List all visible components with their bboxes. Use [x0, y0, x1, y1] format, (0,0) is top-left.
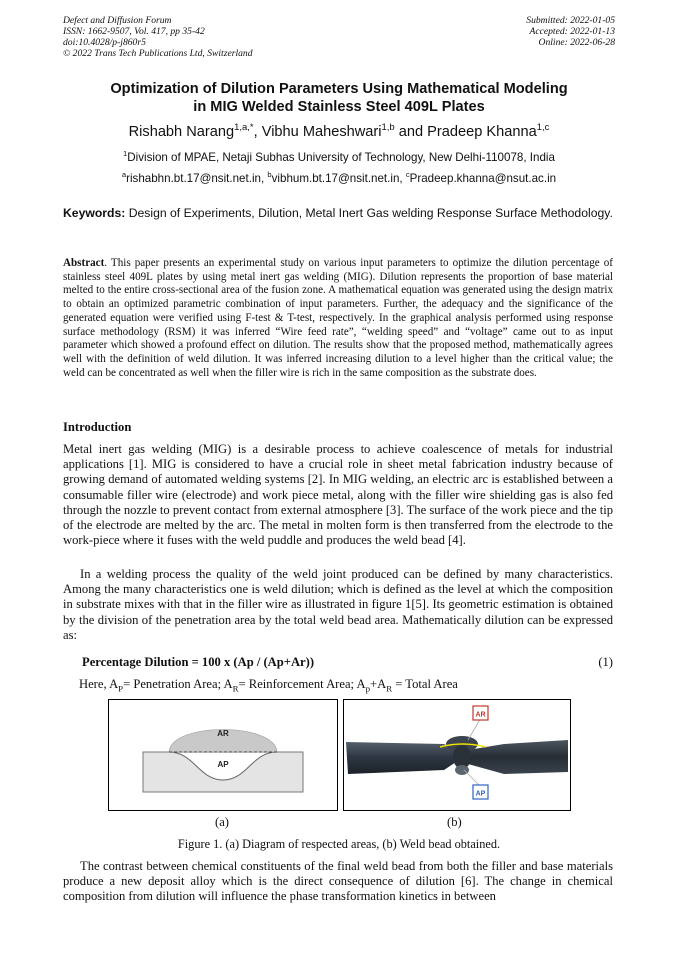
dates-header [526, 15, 615, 48]
paragraph-dilution-chemistry: The contrast between chemical constituents of the final weld bead from both the filler and base materials produce a new deposit alloy which is the direct consequence of dilution [6]. The change in chemical composition from dilution will influence the phase transformation kinetics in between [63, 859, 613, 904]
journal-doi: doi:10.4028/p-j860r5 [63, 37, 146, 48]
legend-subscript: R [232, 683, 239, 694]
email-link[interactable]: Pradeep.khanna@nsut.ac.in [409, 172, 557, 185]
label-penetration: AP [217, 760, 229, 769]
author-name: Pradeep Khanna [427, 124, 537, 140]
weld-root [455, 765, 469, 775]
journal-header [63, 15, 253, 59]
author-marker: 1,c [536, 122, 550, 134]
affiliation [0, 151, 678, 164]
legend-subscript: P [118, 683, 124, 694]
author-name: Rishabh Narang [128, 124, 235, 140]
legend-text: = Reinforcement Area; A [238, 677, 366, 691]
weld-bead-photo-svg [344, 700, 570, 810]
dilution-diagram-svg [109, 700, 337, 810]
abstract-label: Abstract [63, 257, 105, 269]
legend-text: +A [370, 677, 387, 691]
title-line-1: Optimization of Dilution Parameters Using Mathematical Modeling [110, 81, 568, 97]
legend-subscript: p [365, 683, 371, 694]
affiliation-text: Division of MPAE, Netaji Subhas University of Technology, New Delhi-110078, India [127, 151, 555, 164]
author-marker: 1,b [381, 122, 395, 134]
area-legend [79, 677, 458, 692]
right-plate [468, 740, 568, 774]
paper-title [0, 80, 678, 116]
journal-issn: ISSN: 1662-9507, Vol. 417, pp 35-42 [63, 26, 205, 37]
pointer-line [464, 770, 480, 786]
journal-copyright: © 2022 Trans Tech Publications Ltd, Switzerland [63, 48, 253, 59]
online-date: Online: 2022-06-28 [538, 37, 615, 48]
legend-text: = Penetration Area; A [123, 677, 233, 691]
submitted-date: Submitted: 2022-01-05 [526, 15, 615, 26]
author-name: Vibhu Maheshwari [261, 124, 382, 140]
email-marker: b [267, 170, 272, 180]
email-marker: a [121, 170, 127, 180]
equation-number: (1) [598, 655, 613, 669]
legend-subscript: R [386, 683, 393, 694]
intro-paragraph-2: In a welding process the quality of the weld joint produced can be defined by many characteristics. Among the many characteristics one is weld dilution; which is defined as the level at which the composition in substrate mixes with that in the filler wire as illustrated in figure 1[5]. Its geometric estimation is obtained by the division of the penetration area by the total weld bead area. Mathematically dilution can be expressed as: [63, 567, 613, 642]
legend-text: Here, A [79, 677, 119, 691]
email-link[interactable]: rishabhn.bt.17@nsit.net.in, [126, 172, 268, 185]
email-link[interactable]: vibhum.bt.17@nsit.net.in, [271, 172, 406, 185]
subfigure-label-a: (a) [215, 815, 229, 829]
figure-1a-diagram [108, 699, 338, 811]
keywords [63, 206, 613, 222]
figure-1b-photo [343, 699, 571, 811]
author-emails [0, 172, 678, 185]
badge-reinforcement-text: AR [475, 711, 486, 719]
intro-paragraph-1: Metal inert gas welding (MIG) is a desirable process to achieve coalescence of metals for industrial applications [1]. MIG is considered to have a crucial role in sheet metal fabrication industry because of growing demand of automated welding systems [2]. In MIG welding, an electric arc is established between a consumable filler wire (electrode) and work piece metal, along with the filler wire shielding gas is also fed through the nozzle to prevent contact from external atmosphere [3]. The surface of the work piece and the tip of the electrode are melted by the arc. The metal in molten form is then transferred from the electrode to the work-piece where it fuses with the weld puddle and produces the weld bead [4]. [63, 442, 613, 548]
title-line-2: in MIG Welded Stainless Steel 409L Plates [193, 99, 485, 115]
accepted-date: Accepted: 2022-01-13 [529, 26, 615, 37]
subfigure-label-b: (b) [447, 815, 462, 829]
legend-text: = Total Area [392, 677, 458, 691]
abstract-text: . This paper presents an experimental study on various input parameters to optimize the dilution percentage of stainless steel 409L plates by using metal inert gas welding (MIG). Dilution represents the proportion of base material melted to the entire cross-sectional area of the fusion zone. A mathematical equation was generated using the design matrix to obtain an optimized parametric combination of input parameters. Further, the adequacy and the significance of the generated equation were verified using F-test & T-test, respectively. In the graphical analysis performed using response surface methodology (RSM) it was inferred “Wire feed rate”, “welding speed” and “voltage” came out to as input parameter which showed a profound effect on dilution. The results show that the proposed method, mathematically agrees well with the definition of weld dilution. It was inferred increasing dilution to a level higher than the critical value; the weld can be concentrated as well when the filler wire is rich in the same composition as the substrate does. [63, 257, 613, 379]
equation-dilution: Percentage Dilution = 100 x (Ap / (Ap+Ar)) [82, 655, 315, 669]
journal-name: Defect and Diffusion Forum [63, 15, 172, 26]
author-separator: , [253, 124, 262, 140]
abstract [63, 257, 613, 380]
keywords-text: Design of Experiments, Dilution, Metal Inert Gas welding Response Surface Methodology. [125, 206, 613, 220]
badge-penetration-text: AP [475, 790, 486, 798]
author-marker: 1,a,* [234, 122, 254, 134]
affiliation-marker: 1 [123, 149, 128, 159]
label-reinforcement: AR [217, 729, 229, 738]
email-marker: c [405, 170, 410, 180]
section-heading-introduction: Introduction [63, 420, 132, 434]
left-plate [346, 742, 456, 774]
keywords-label: Keywords: [63, 206, 126, 220]
figure-caption: Figure 1. (a) Diagram of respected areas, (b) Weld bead obtained. [177, 837, 501, 851]
author-list [0, 124, 678, 140]
author-separator: and [394, 124, 428, 140]
